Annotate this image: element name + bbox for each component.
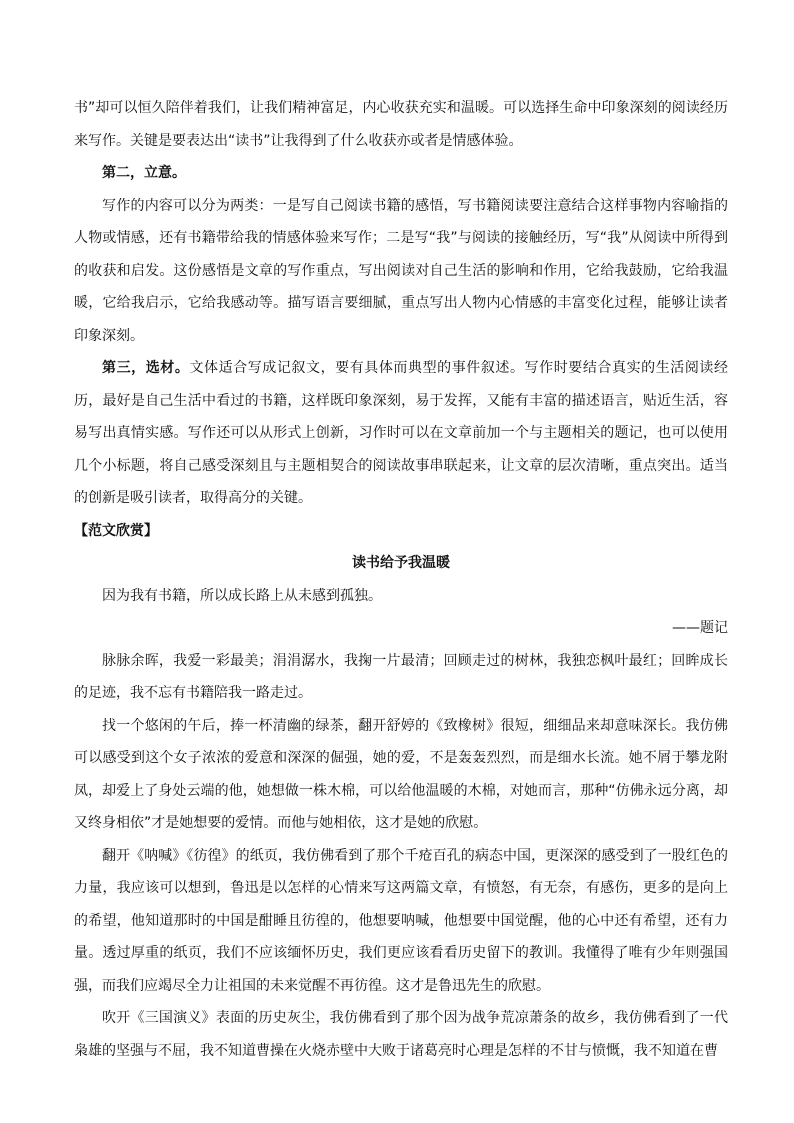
essay-title: 读书给予我温暖 <box>352 555 450 571</box>
document-page <box>74 92 728 1067</box>
intro-paragraph: 书”却可以恒久陪伴着我们，让我们精神富足，内心收获充实和温暖。可以选择生命中印象深刻的阅读经历来写作。关键是要表达出“读书”让我得到了什么收获亦或者是情感体验。 <box>74 100 728 149</box>
paragraph-xuancai <box>74 352 728 515</box>
epigraph-signature: ——题记 <box>672 620 728 636</box>
heading-xuancai: 第三，选材。 <box>102 360 190 376</box>
paragraph-liyi: 写作的内容可以分为两类：一是写自己阅读书籍的感悟，写书籍阅读要注意结合这样事物内容喻指的人物或情感，还有书籍带给我的情感体验来写作；二是写“我”与阅读的接触经历，写“我”从阅读中所得到的收获和启发。这份感悟是文章的写作重点，写出阅读对自己生活的影响和作用，它给我鼓励，它给我温暖，它给我启示，它给我感动等。描写语言要细腻，重点写出人物内心情感的丰富变化过程，能够让读者印象深刻。 <box>74 197 728 344</box>
essay-paragraph-1: 脉脉余晖，我爱一彩最美；涓涓潺水，我掬一片最清；回顾走过的树林，我独恋枫叶最红；回眸成长的足迹，我不忘有书籍陪我一路走过。 <box>74 652 728 701</box>
epigraph: 因为我有书籍，所以成长路上从未感到孤独。 <box>102 587 382 604</box>
essay-paragraph-2: 找一个悠闲的午后，捧一杯清幽的绿茶，翻开舒婷的《致橡树》很短，细细品来却意味深长。我仿佛可以感受到这个女子浓浓的爱意和深深的倔强，她的爱，不是轰轰烈烈，而是细水长流。她不屑于攀龙附凤，却爱上了身处云端的他，她想做一株木棉，可以给他温暖的木棉，对她而言，那种“仿佛永远分离，却又终身相依”才是她想要的爱情。而他与她相依，这才是她的欣慰。 <box>74 717 728 831</box>
heading-liyi: 第二，立意。 <box>102 165 186 181</box>
paragraph-xuancai-body: 文体适合写成记叙文，要有具体而典型的事件叙述。写作时要结合真实的生活阅读经历，最好是自己生活中看过的书籍，这样既印象深刻，易于发挥，又能有丰富的描述语言，贴近生活，容易写出真情实感。写作还可以从形式上创新，习作时可以在文章前加一个与主题相关的题记，也可以使用几个小标题，将自己感受深刻且与主题相契合的阅读故事串联起来，让文章的层次清晰，重点突出。适当的创新是吸引读者，取得高分的关键。 <box>74 360 729 506</box>
essay-paragraph-3: 翻开《呐喊》《彷徨》的纸页，我仿佛看到了那个千疮百孔的病态中国，更深深的感受到了一股红色的力量，我应该可以想到，鲁迅是以怎样的心情来写这两篇文章，有愤怒，有无奈，有感伤，更多的是向上的希望，他知道那时的中国是酣睡且彷徨的，他想要呐喊，他想要中国觉醒，他的心中还有希望，还有力量。透过厚重的纸页，我们不应该缅怀历史，我们更应该看看历史留下的教训。我懂得了唯有少年则强国强，而我们应竭尽全力让祖国的未来觉醒不再彷徨。这才是鲁迅先生的欣慰。 <box>74 847 728 994</box>
section-label: 【范文欣赏】 <box>74 522 158 539</box>
essay-paragraph-4: 吹开《三国演义》表面的历史灰尘，我仿佛看到了那个因为战争荒凉萧条的故乡，我仿佛看到了一代枭雄的坚强与不屈，我不知道曹操在火烧赤壁中大败于诸葛亮时心理是怎样的不甘与愤慨，我不知道在曹 <box>74 1010 728 1059</box>
